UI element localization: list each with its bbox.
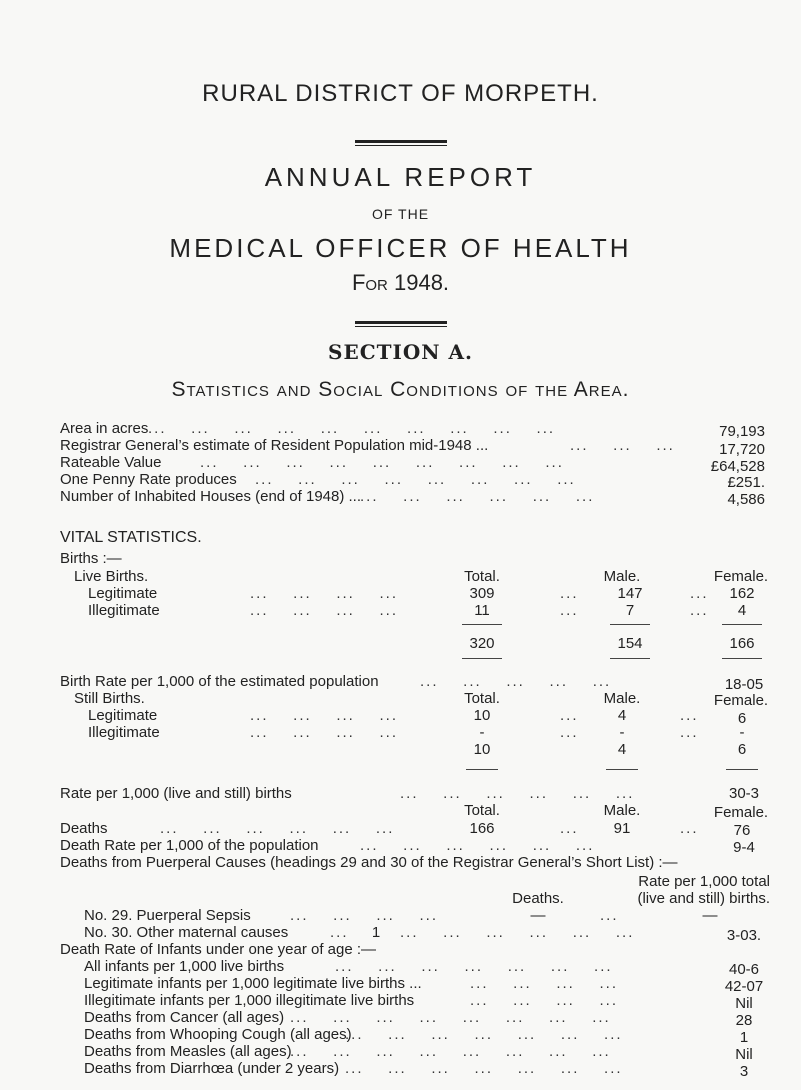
death-rate-label: Death Rate per 1,000 of the population [60, 837, 319, 854]
area-row-label: Registrar General’s estimate of Resident Population mid-1948 ... [60, 437, 489, 454]
illegitimate-label: Illegitimate [88, 602, 160, 619]
still-illegitimate-female: - [739, 724, 745, 741]
leader-dots: ... ... ... ... ... ... ... [335, 958, 613, 975]
deaths-male: 91 [613, 820, 631, 837]
deaths-label: Deaths [60, 820, 108, 837]
leader-dots: ... ... ... ... [250, 724, 399, 741]
still-col-male-header: Male. [603, 690, 641, 707]
leader-dots: ... ... ... ... [470, 992, 619, 1009]
sum-rule [462, 658, 502, 659]
cause-row-value: 1 [739, 1029, 749, 1046]
illegitimate-total: 11 [474, 602, 490, 619]
vital-statistics-heading: VITAL STATISTICS. [60, 529, 202, 546]
leader-dots: ... ... ... ... ... ... ... ... [255, 471, 576, 488]
still-births-label: Still Births. [74, 690, 145, 707]
sepsis-label: No. 29. Puerperal Sepsis [84, 907, 251, 924]
sum-rule [462, 624, 502, 625]
puerperal-heading: Deaths from Puerperal Causes (headings 29 and 30 of the Registrar General’s Short List) :— [60, 854, 678, 871]
area-row-value: 17,720 [719, 441, 765, 458]
cause-row-label: Deaths from Diarrhœa (under 2 years) [84, 1060, 340, 1077]
legitimate-label: Legitimate [88, 585, 158, 602]
section-divider-thin [355, 326, 447, 327]
leader-dots: ... ... ... ... ... ... [360, 837, 595, 854]
sepsis-deaths: — [530, 907, 546, 924]
sum-rule [610, 658, 650, 659]
live-births-total-sum: 320 [469, 635, 495, 652]
district-title: RURAL DISTRICT OF MORPETH. [202, 80, 599, 107]
still-illegitimate-total: - [479, 724, 485, 741]
col-female-header: Female. [713, 568, 769, 585]
leader-dots: ... ... ... ... ... ... ... [345, 1026, 623, 1043]
deaths-female: 76 [733, 822, 751, 839]
deaths-total: 166 [469, 820, 495, 837]
cause-row-label: Deaths from Cancer (all ages) [84, 1009, 285, 1026]
infant-row-value: 40-6 [728, 961, 760, 978]
still-births-female-sum: 6 [737, 741, 747, 758]
leader-dots: ... ... ... ... [250, 585, 399, 602]
sum-rule [466, 769, 498, 770]
infant-row-label: All infants per 1,000 live births [84, 958, 285, 975]
still-births-male-sum: 4 [617, 741, 627, 758]
leader-dots: ... ... ... ... ... [420, 673, 612, 690]
deaths-col-total-header: Total. [464, 802, 500, 819]
section-subtitle: Statistics and Social Conditions of the Area. [171, 378, 630, 401]
still-births-total-sum: 10 [473, 741, 491, 758]
leader-dots: ... ... ... ... [290, 907, 439, 924]
leader-dots: ... [560, 724, 579, 741]
birth-rate-value: 18-05 [724, 676, 764, 693]
title-divider-thin [355, 145, 447, 146]
cause-row-value: 28 [735, 1012, 753, 1029]
stillbirth-rate-value: 30-3 [728, 785, 760, 802]
deaths-column-header: Deaths. [512, 890, 564, 907]
cause-row-value: Nil [735, 1046, 753, 1063]
stillbirth-rate-label: Rate per 1,000 (live and still) births [60, 785, 292, 802]
area-row-label: One Penny Rate produces [60, 471, 237, 488]
infant-death-heading: Death Rate of Infants under one year of age :— [60, 941, 377, 958]
leader-dots: ... [560, 707, 579, 724]
other-maternal-label: No. 30. Other maternal causes [84, 924, 289, 941]
births-label: Births :— [60, 550, 122, 567]
rate-header-line1: Rate per 1,000 total [638, 873, 770, 890]
other-maternal-deaths: 1 [371, 924, 381, 941]
infant-row-value: 42-07 [724, 978, 764, 995]
live-births-label: Live Births. [74, 568, 149, 585]
leader-dots: ... ... ... ... ... ... ... ... [290, 1009, 611, 1026]
cause-row-label: Deaths from Whooping Cough (all ages) [84, 1026, 352, 1043]
legitimate-female: 162 [729, 585, 755, 602]
legitimate-total: 309 [469, 585, 495, 602]
other-maternal-rate: 3-03. [726, 927, 762, 944]
birth-rate-label: Birth Rate per 1,000 of the estimated population [60, 673, 379, 690]
leader-dots: ... ... ... ... ... ... ... ... ... [200, 454, 564, 471]
rate-header-line2: (live and still) births. [637, 890, 770, 907]
leader-dots: ... ... ... ... ... ... [360, 488, 595, 505]
death-rate-value: 9-4 [733, 839, 755, 856]
officer-title: MEDICAL OFFICER OF HEALTH [169, 233, 632, 263]
leader-dots: ... ... ... ... ... ... ... ... ... ... [148, 420, 556, 437]
cause-row-value: 3 [739, 1063, 749, 1080]
leader-dots: ... ... ... ... [470, 975, 619, 992]
area-row-label: Area in acres [60, 420, 149, 437]
still-legitimate-label: Legitimate [88, 707, 158, 724]
area-row-label: Rateable Value [60, 454, 162, 471]
sum-rule [606, 769, 638, 770]
area-row-label: Number of Inhabited Houses (end of 1948) ... [60, 488, 362, 505]
leader-dots: ... [560, 820, 579, 837]
sum-rule [722, 624, 762, 625]
leader-dots: ... ... ... ... ... ... [400, 785, 635, 802]
still-legitimate-male: 4 [617, 707, 627, 724]
col-male-header: Male. [603, 568, 641, 585]
infant-row-label: Legitimate infants per 1,000 legitimate live births ... [84, 975, 422, 992]
live-births-male-sum: 154 [617, 635, 643, 652]
section-heading: SECTION A. [328, 340, 473, 364]
leader-dots: ... [690, 602, 709, 619]
leader-dots: ... [560, 585, 579, 602]
still-col-total-header: Total. [464, 690, 500, 707]
legitimate-male: 147 [617, 585, 643, 602]
live-births-female-sum: 166 [729, 635, 755, 652]
section-divider-thick [355, 321, 447, 324]
sepsis-rate: — [702, 907, 718, 924]
leader-dots: ... [680, 707, 699, 724]
infant-row-label: Illegitimate infants per 1,000 illegitimate live births [84, 992, 415, 1009]
leader-dots: ... ... ... [570, 437, 675, 454]
sum-rule [610, 624, 650, 625]
still-legitimate-total: 10 [473, 707, 491, 724]
col-total-header: Total. [464, 568, 500, 585]
still-legitimate-female: 6 [737, 710, 747, 727]
report-year: For 1948. [351, 270, 450, 295]
leader-dots: ... [680, 724, 699, 741]
area-row-value: £251. [727, 474, 765, 491]
deaths-col-female-header: Female. [713, 804, 769, 821]
title-divider-thick [355, 140, 447, 143]
leader-dots: ... [680, 820, 699, 837]
leader-dots: ... ... ... ... ... ... [160, 820, 395, 837]
cause-row-label: Deaths from Measles (all ages) [84, 1043, 292, 1060]
leader-dots: ... ... ... ... [250, 602, 399, 619]
still-illegitimate-male: - [619, 724, 625, 741]
leader-dots: ... ... ... ... [250, 707, 399, 724]
infant-row-value: Nil [735, 995, 753, 1012]
illegitimate-male: 7 [625, 602, 635, 619]
leader-dots: ... [600, 907, 619, 924]
still-illegitimate-label: Illegitimate [88, 724, 160, 741]
annual-report-title: ANNUAL REPORT [264, 162, 537, 192]
still-col-female-header: Female. [713, 692, 769, 709]
area-row-value: 79,193 [719, 423, 765, 440]
area-row-value: 4,586 [727, 491, 765, 508]
leader-dots: ... ... ... ... ... ... ... ... [290, 1043, 611, 1060]
sum-rule [726, 769, 758, 770]
of-the-label: OF THE [371, 206, 430, 222]
illegitimate-female: 4 [737, 602, 747, 619]
leader-dots: ... [690, 585, 709, 602]
area-row-value: £64,528 [710, 458, 765, 475]
leader-dots: ... [330, 924, 349, 941]
sum-rule [722, 658, 762, 659]
leader-dots: ... [560, 602, 579, 619]
leader-dots: ... ... ... ... ... ... ... [345, 1060, 623, 1077]
deaths-col-male-header: Male. [603, 802, 641, 819]
leader-dots: ... ... ... ... ... ... [400, 924, 635, 941]
